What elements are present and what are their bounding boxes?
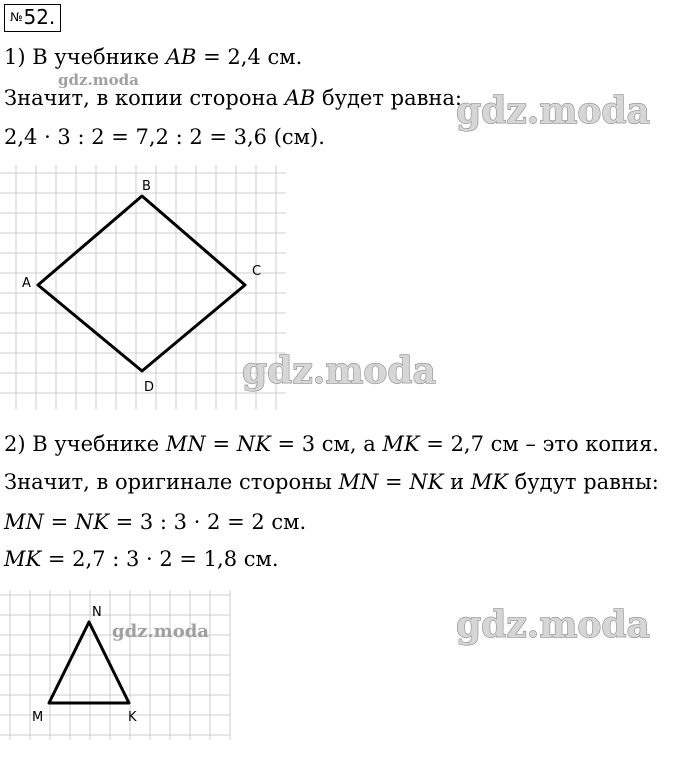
rhombus-abcd	[38, 196, 245, 371]
part2-line1-t4: = 2,7 см – это копия.	[419, 432, 659, 456]
part2-line4	[4, 546, 279, 572]
part2-line2-t2: =	[378, 470, 410, 494]
triangle-mnk	[49, 622, 129, 703]
part2-line4-t1: = 2,7 : 3 · 2 = 1,8 см.	[41, 547, 279, 571]
part2-line3-t1: =	[43, 510, 75, 534]
part2-line2-v1: MN	[338, 470, 379, 494]
part2-line2-v2: NK	[409, 470, 444, 494]
part2-line1-t1: 2) В учебнике	[4, 432, 166, 456]
vertex-label-d: D	[144, 380, 155, 395]
watermark-bottom-right: gdz.moda	[456, 604, 650, 646]
number-sign: №	[10, 10, 23, 24]
vertex-label-m: M	[32, 710, 44, 725]
vertex-label-c: C	[252, 264, 262, 279]
part1-line3: 2,4 · 3 : 2 = 7,2 : 2 = 3,6 (см).	[4, 125, 325, 149]
part1-line1-suffix: = 2,4 см.	[196, 45, 303, 69]
vertex-label-b: B	[142, 179, 151, 194]
part2-line2-t3: и	[443, 470, 471, 494]
task-number-badge	[4, 4, 61, 32]
vertex-label-n: N	[92, 605, 102, 620]
part2-line2-t1: Значит, в оригинале стороны	[4, 470, 339, 494]
watermark-small-top: gdz.moda	[58, 71, 139, 89]
part2-line1-v1: MN	[165, 432, 206, 456]
part2-line1-t3: = 3 см, а	[270, 432, 383, 456]
task-number: 52.	[23, 5, 56, 29]
part2-line2-t4: будут равны:	[507, 470, 659, 494]
part2-line3-t2: = 3 : 3 · 2 = 2 см.	[108, 510, 307, 534]
part2-line3-v1: MN	[4, 510, 44, 534]
part1-line1-var: AB	[165, 45, 197, 69]
rhombus-figure	[0, 165, 290, 410]
vertex-label-a: A	[22, 276, 31, 291]
part2-line3	[4, 509, 306, 535]
part1-line2-var: AB	[284, 86, 316, 110]
watermark-middle: gdz.moda	[242, 350, 436, 392]
part2-line1-v2: NK	[236, 432, 271, 456]
triangle-figure	[0, 590, 235, 740]
part1-line2-suffix: будет равна:	[315, 86, 462, 110]
part1-line1-prefix: 1) В учебнике	[4, 45, 166, 69]
watermark-top-right: gdz.moda	[456, 90, 650, 132]
part2-line4-v1: MK	[4, 547, 42, 571]
part2-line2-v3: MK	[470, 470, 508, 494]
part1-line2-prefix: Значит, в копии сторона	[4, 86, 285, 110]
part2-line1-v3: MK	[382, 432, 420, 456]
part2-line3-v2: NK	[74, 510, 109, 534]
watermark-small-bottom: gdz.moda	[112, 621, 209, 642]
part1-line2	[4, 85, 462, 111]
part2-line1	[4, 431, 659, 457]
part2-line2	[4, 469, 659, 495]
part2-line1-t2: =	[205, 432, 237, 456]
part1-line1	[4, 44, 302, 70]
vertex-label-k: K	[128, 710, 137, 725]
